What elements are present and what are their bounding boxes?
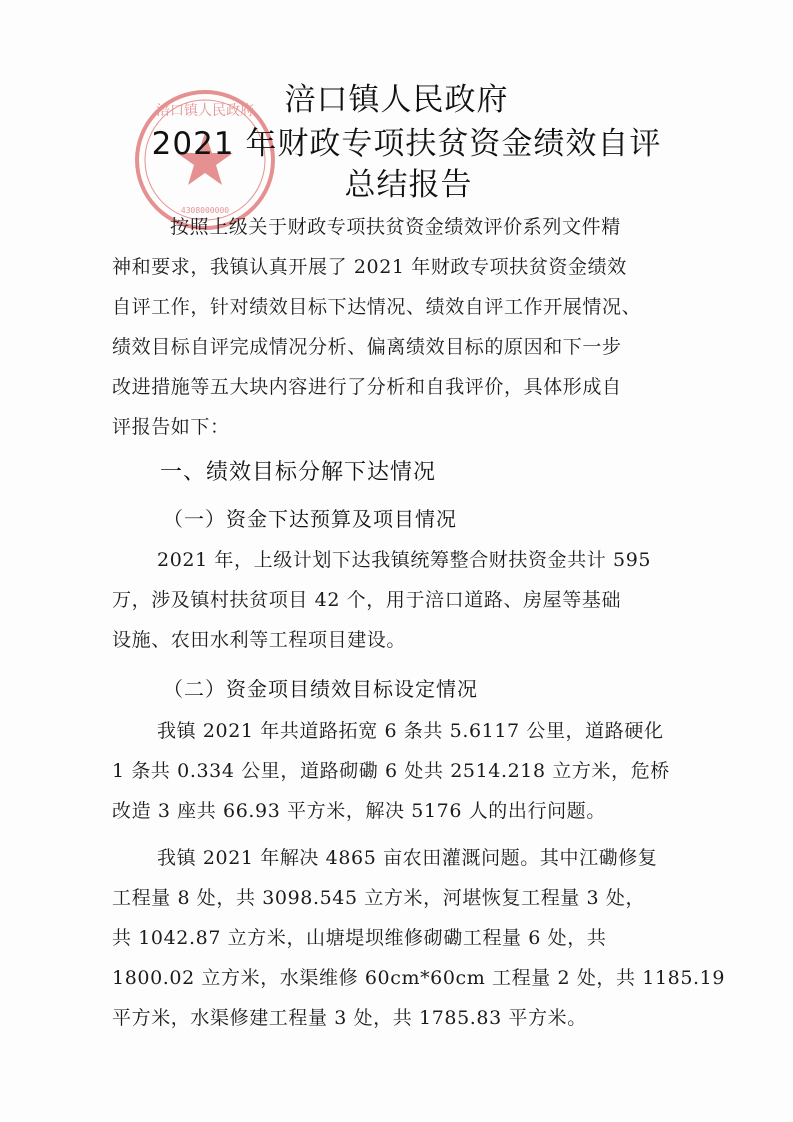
text-line: 共 1042.87 立方米，山塘堤坝维修砌磡工程量 6 处，共 [112,927,607,949]
road-paragraph [112,711,697,831]
text-line: 万，涉及镇村扶贫项目 42 个，用于涪口道路、房屋等基础 [112,589,622,611]
doc-title-line2: 2021 年财政专项扶贫资金绩效自评 [151,126,662,162]
text-line: 神和要求，我镇认真开展了 2021 年财政专项扶贫资金绩效 [112,256,627,278]
text-line: 改造 3 座共 66.93 平方米，解决 5176 人的出行问题。 [112,800,606,822]
text-line: 1 条共 0.334 公里，道路砌磡 6 处共 2514.218 立方米，危桥 [112,760,670,782]
text-line: 绩效目标自评完成情况分析、偏离绩效目标的原因和下一步 [112,336,622,358]
subsection-heading: （二）资金项目绩效目标设定情况 [163,677,478,701]
text-line: 我镇 2021 年共道路拓宽 6 条共 5.6117 公里，道路硬化 [157,720,664,742]
text-line: 1800.02 立方米，水渠维修 60cm*60cm 工程量 2 处，共 1185.19 [112,967,726,989]
section-heading: 一、绩效目标分解下达情况 [160,460,437,485]
text-line: 设施、农田水利等工程项目建设。 [112,629,407,651]
text-line: 平方米，水渠修建工程量 3 处，共 1785.83 平方米。 [112,1007,587,1029]
text-line: 2021 年，上级计划下达我镇统筹整合财扶资金共计 595 [157,549,652,571]
text-line: 我镇 2021 年解决 4865 亩农田灌溉问题。其中江磡修复 [157,847,658,869]
doc-title-line3: 总结报告 [344,167,473,203]
funding-paragraph [112,540,697,660]
text-line: 自评工作，针对绩效目标下达情况、绩效自评工作开展情况、 [112,296,642,318]
svg-text:4308000000: 4308000000 [180,206,230,215]
subsection-heading: （一）资金下达预算及项目情况 [163,507,457,531]
intro-paragraph [112,207,697,447]
doc-title-line1: 涪口镇人民政府 [284,82,509,118]
text-line: 工程量 8 处，共 3098.545 立方米，河堪恢复工程量 3 处， [112,887,646,909]
text-line: 改进措施等五大块内容进行了分析和自我评价，具体形成自 [112,376,622,398]
text-line: 评报告如下： [112,416,230,438]
irrigation-paragraph [112,838,726,1038]
svg-text:涪口镇人民政府: 涪口镇人民政府 [156,103,254,119]
text-line: 按照上级关于财政专项扶贫资金绩效评价系列文件精 [170,216,621,238]
